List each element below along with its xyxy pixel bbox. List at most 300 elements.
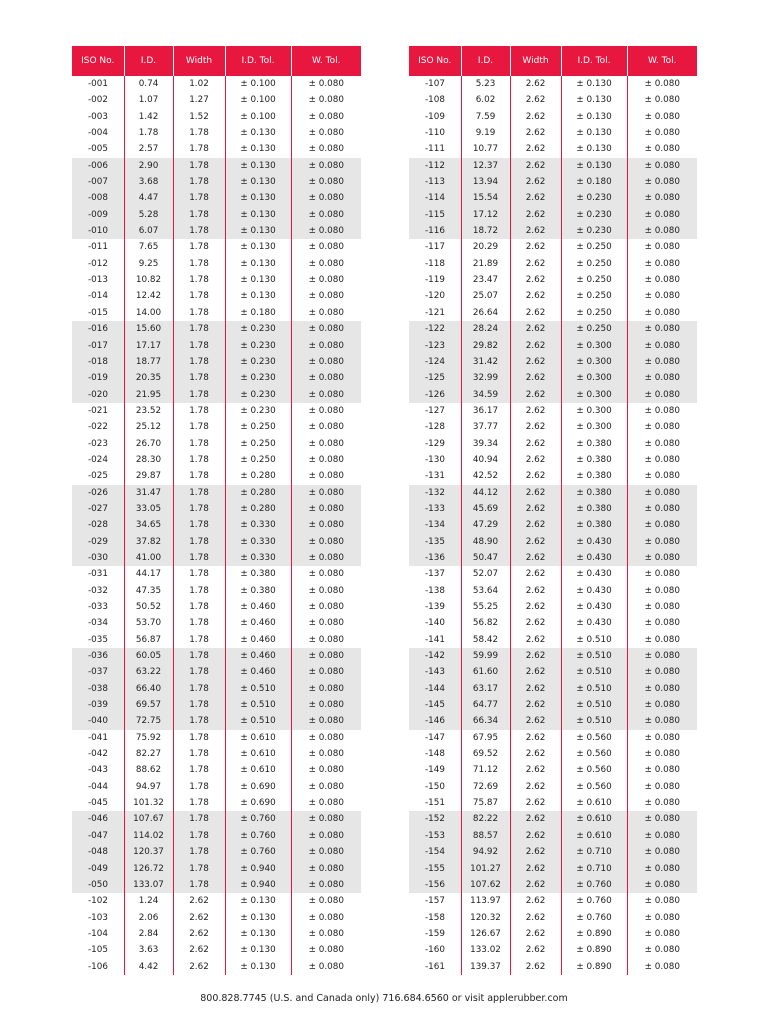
id-cell: 107.62 <box>461 877 510 893</box>
id-cell: 26.70 <box>124 436 173 452</box>
width-cell: 2.62 <box>510 664 561 680</box>
w-tol-cell: ± 0.080 <box>627 370 697 386</box>
w-tol-cell: ± 0.080 <box>291 861 361 877</box>
w-tol-cell: ± 0.080 <box>627 583 697 599</box>
table-row <box>409 321 697 337</box>
w-tol-cell: ± 0.080 <box>291 321 361 337</box>
iso-no-cell: -153 <box>409 828 461 844</box>
width-cell: 2.62 <box>510 910 561 926</box>
id-cell: 61.60 <box>461 664 510 680</box>
header-iso-no: ISO No. <box>409 46 461 76</box>
table-row <box>72 615 361 631</box>
id-cell: 50.47 <box>461 550 510 566</box>
w-tol-cell: ± 0.080 <box>291 76 361 92</box>
id-tol-cell: ± 0.230 <box>225 370 291 386</box>
width-cell: 1.78 <box>173 387 225 403</box>
iso-no-cell: -026 <box>72 485 124 501</box>
id-cell: 29.87 <box>124 468 173 484</box>
table-row <box>409 583 697 599</box>
id-tol-cell: ± 0.230 <box>561 223 627 239</box>
iso-no-cell: -027 <box>72 501 124 517</box>
table-header-row <box>72 46 361 76</box>
id-cell: 75.87 <box>461 795 510 811</box>
iso-no-cell: -011 <box>88 242 108 253</box>
id-tol-cell: ± 0.380 <box>561 501 627 517</box>
width-cell: 2.62 <box>173 910 225 926</box>
w-tol-cell: ± 0.080 <box>291 109 361 125</box>
width-cell: 2.62 <box>510 190 561 206</box>
id-tol-cell: ± 0.300 <box>561 419 627 435</box>
width-cell: 2.62 <box>510 109 561 125</box>
width-cell: 1.78 <box>173 485 225 501</box>
iso-no-cell: -144 <box>409 681 461 697</box>
iso-no-cell: -006 <box>72 158 124 174</box>
width-cell: 2.62 <box>510 272 561 288</box>
table-row <box>72 321 361 337</box>
w-tol-cell: ± 0.080 <box>627 599 697 615</box>
id-tol-cell: ± 0.100 <box>225 76 291 92</box>
w-tol-cell: ± 0.080 <box>627 648 697 664</box>
w-tol-cell: ± 0.080 <box>291 419 361 435</box>
id-cell: 88.62 <box>124 762 173 778</box>
id-cell: 37.82 <box>124 534 173 550</box>
id-tol-cell: ± 0.760 <box>225 844 291 860</box>
w-tol-cell: ± 0.080 <box>627 615 697 631</box>
width-cell: 2.62 <box>173 942 225 958</box>
id-cell: 4.42 <box>124 959 173 975</box>
header-id-tol: I.D. Tol. <box>561 46 627 76</box>
w-tol-cell: ± 0.080 <box>627 501 697 517</box>
width-cell: 1.78 <box>173 632 225 648</box>
id-cell: 101.27 <box>461 861 510 877</box>
w-tol-cell: ± 0.080 <box>291 746 361 762</box>
width-cell: 2.62 <box>510 517 561 533</box>
id-tol-cell: ± 0.430 <box>561 599 627 615</box>
id-tol-cell: ± 0.330 <box>225 517 291 533</box>
iso-no-cell: -113 <box>409 174 461 190</box>
iso-no-cell: -103 <box>88 912 108 923</box>
width-cell: 1.78 <box>173 338 225 354</box>
table-row <box>72 387 361 403</box>
width-cell: 1.78 <box>173 403 225 419</box>
id-tol-cell: ± 0.610 <box>225 762 291 778</box>
width-cell: 1.78 <box>173 697 225 713</box>
iso-no-cell: -132 <box>409 485 461 501</box>
width-cell: 1.78 <box>173 354 225 370</box>
table-row <box>72 158 361 174</box>
table-row <box>72 288 361 304</box>
contact-footer[interactable]: 800.828.7745 (U.S. and Canada only) 716.684.6560 or visit applerubber.com <box>200 993 568 1004</box>
width-cell: 1.78 <box>173 713 225 729</box>
table-row <box>409 566 697 582</box>
iso-no-cell: -152 <box>409 811 461 827</box>
id-cell: 53.70 <box>124 615 173 631</box>
iso-no-cell: -047 <box>72 828 124 844</box>
id-tol-cell: ± 0.250 <box>561 288 627 304</box>
table-row <box>409 664 697 680</box>
iso-no-cell: -118 <box>425 258 445 269</box>
id-cell: 25.07 <box>461 288 510 304</box>
header-id-tol: I.D. Tol. <box>225 46 291 76</box>
iso-no-cell: -050 <box>72 877 124 893</box>
id-tol-cell: ± 0.430 <box>561 615 627 631</box>
width-cell: 1.78 <box>173 795 225 811</box>
id-cell: 66.34 <box>461 713 510 729</box>
id-tol-cell: ± 0.610 <box>225 746 291 762</box>
iso-no-cell: -120 <box>425 291 445 302</box>
id-cell: 113.97 <box>461 893 510 909</box>
width-cell: 2.62 <box>510 436 561 452</box>
w-tol-cell: ± 0.080 <box>627 436 697 452</box>
table-row <box>409 615 697 631</box>
iso-no-cell: -154 <box>409 844 461 860</box>
width-cell: 2.62 <box>510 92 561 108</box>
id-cell: 33.05 <box>124 501 173 517</box>
w-tol-cell: ± 0.080 <box>291 664 361 680</box>
id-cell: 59.99 <box>461 648 510 664</box>
id-tol-cell: ± 0.560 <box>561 730 627 746</box>
id-cell: 31.47 <box>124 485 173 501</box>
w-tol-cell: ± 0.080 <box>627 125 697 141</box>
w-tol-cell: ± 0.080 <box>291 517 361 533</box>
id-cell: 120.37 <box>124 844 173 860</box>
id-cell: 71.12 <box>461 762 510 778</box>
id-cell: 133.02 <box>461 942 510 958</box>
iso-no-cell: -019 <box>72 370 124 386</box>
oring-size-table-right <box>409 46 697 975</box>
id-tol-cell: ± 0.560 <box>561 746 627 762</box>
w-tol-cell: ± 0.080 <box>291 338 361 354</box>
id-tol-cell: ± 0.280 <box>225 501 291 517</box>
id-cell: 2.06 <box>124 910 173 926</box>
id-tol-cell: ± 0.460 <box>225 599 291 615</box>
width-cell: 2.62 <box>510 599 561 615</box>
id-tol-cell: ± 0.760 <box>225 828 291 844</box>
id-cell: 56.87 <box>124 632 173 648</box>
iso-no-cell: -016 <box>72 321 124 337</box>
table-row <box>409 419 697 435</box>
w-tol-cell: ± 0.080 <box>291 811 361 827</box>
iso-no-cell: -131 <box>425 471 445 482</box>
id-tol-cell: ± 0.760 <box>561 910 627 926</box>
id-tol-cell: ± 0.130 <box>225 910 291 926</box>
table-row <box>72 648 361 664</box>
table-row <box>72 256 361 272</box>
iso-no-cell: -148 <box>425 749 445 760</box>
table-row <box>409 403 697 419</box>
width-cell: 2.62 <box>510 387 561 403</box>
header-width: Width <box>510 46 561 76</box>
id-tol-cell: ± 0.510 <box>561 632 627 648</box>
w-tol-cell: ± 0.080 <box>291 713 361 729</box>
width-cell: 2.62 <box>510 321 561 337</box>
w-tol-cell: ± 0.080 <box>627 697 697 713</box>
header-w-tol: W. Tol. <box>627 46 697 76</box>
width-cell: 2.62 <box>510 583 561 599</box>
w-tol-cell: ± 0.080 <box>627 681 697 697</box>
id-cell: 17.12 <box>461 207 510 223</box>
iso-no-cell: -124 <box>409 354 461 370</box>
id-cell: 14.00 <box>124 305 173 321</box>
iso-no-cell: -145 <box>409 697 461 713</box>
table-row <box>72 844 361 860</box>
width-cell: 2.62 <box>510 468 561 484</box>
id-cell: 63.22 <box>124 664 173 680</box>
table-row <box>72 338 361 354</box>
table-row <box>72 779 361 795</box>
w-tol-cell: ± 0.080 <box>291 272 361 288</box>
width-cell: 1.78 <box>173 746 225 762</box>
id-tol-cell: ± 0.380 <box>561 517 627 533</box>
w-tol-cell: ± 0.080 <box>627 566 697 582</box>
width-cell: 1.78 <box>173 861 225 877</box>
header-iso-no: ISO No. <box>72 46 124 76</box>
iso-no-cell: -038 <box>72 681 124 697</box>
width-cell: 1.78 <box>173 550 225 566</box>
id-cell: 6.02 <box>461 92 510 108</box>
iso-no-cell: -028 <box>72 517 124 533</box>
w-tol-cell: ± 0.080 <box>627 223 697 239</box>
id-cell: 36.17 <box>461 403 510 419</box>
w-tol-cell: ± 0.080 <box>291 534 361 550</box>
w-tol-cell: ± 0.080 <box>291 926 361 942</box>
table-row <box>409 468 697 484</box>
w-tol-cell: ± 0.080 <box>627 713 697 729</box>
width-cell: 1.78 <box>173 158 225 174</box>
iso-no-cell: -007 <box>72 174 124 190</box>
w-tol-cell: ± 0.080 <box>291 354 361 370</box>
table-row <box>409 942 697 958</box>
w-tol-cell: ± 0.080 <box>291 452 361 468</box>
width-cell: 2.62 <box>510 370 561 386</box>
w-tol-cell: ± 0.080 <box>627 877 697 893</box>
iso-no-cell: -151 <box>425 798 445 809</box>
iso-no-cell: -107 <box>425 79 445 89</box>
table-row <box>72 485 361 501</box>
w-tol-cell: ± 0.080 <box>627 730 697 746</box>
w-tol-cell: ± 0.080 <box>291 436 361 452</box>
width-cell: 2.62 <box>510 256 561 272</box>
w-tol-cell: ± 0.080 <box>291 828 361 844</box>
id-cell: 88.57 <box>461 828 510 844</box>
iso-no-cell: -122 <box>409 321 461 337</box>
w-tol-cell: ± 0.080 <box>627 468 697 484</box>
width-cell: 1.78 <box>173 828 225 844</box>
iso-no-cell: -143 <box>409 664 461 680</box>
id-tol-cell: ± 0.510 <box>561 697 627 713</box>
iso-no-cell: -121 <box>425 307 445 318</box>
table-row <box>409 795 697 811</box>
iso-no-cell: -126 <box>409 387 461 403</box>
id-cell: 139.37 <box>461 959 510 975</box>
id-cell: 34.59 <box>461 387 510 403</box>
id-tol-cell: ± 0.380 <box>225 583 291 599</box>
id-cell: 60.05 <box>124 648 173 664</box>
iso-no-cell: -119 <box>425 275 445 286</box>
iso-no-cell: -116 <box>409 223 461 239</box>
table-row <box>409 877 697 893</box>
w-tol-cell: ± 0.080 <box>291 190 361 206</box>
id-tol-cell: ± 0.250 <box>225 436 291 452</box>
iso-no-cell: -022 <box>88 422 108 433</box>
w-tol-cell: ± 0.080 <box>291 550 361 566</box>
id-cell: 28.30 <box>124 452 173 468</box>
id-tol-cell: ± 0.130 <box>225 158 291 174</box>
table-row <box>409 92 697 108</box>
iso-no-cell: -140 <box>425 618 445 629</box>
id-cell: 15.60 <box>124 321 173 337</box>
id-cell: 1.42 <box>124 109 173 125</box>
table-row <box>72 566 361 582</box>
w-tol-cell: ± 0.080 <box>291 370 361 386</box>
iso-no-cell: -012 <box>88 258 108 269</box>
width-cell: 2.62 <box>510 354 561 370</box>
iso-no-cell: -005 <box>88 144 108 155</box>
w-tol-cell: ± 0.080 <box>291 239 361 255</box>
width-cell: 1.78 <box>173 452 225 468</box>
w-tol-cell: ± 0.080 <box>627 452 697 468</box>
id-tol-cell: ± 0.180 <box>561 174 627 190</box>
id-cell: 72.75 <box>124 713 173 729</box>
iso-no-cell: -009 <box>72 207 124 223</box>
table-row <box>409 305 697 321</box>
w-tol-cell: ± 0.080 <box>627 517 697 533</box>
iso-no-cell: -042 <box>88 749 108 760</box>
id-cell: 25.12 <box>124 419 173 435</box>
id-cell: 1.24 <box>124 893 173 909</box>
id-tol-cell: ± 0.130 <box>225 926 291 942</box>
width-cell: 2.62 <box>510 877 561 893</box>
w-tol-cell: ± 0.080 <box>291 632 361 648</box>
id-tol-cell: ± 0.330 <box>225 550 291 566</box>
iso-no-cell: -014 <box>88 291 108 302</box>
table-row <box>409 501 697 517</box>
id-tol-cell: ± 0.130 <box>561 92 627 108</box>
id-tol-cell: ± 0.250 <box>225 419 291 435</box>
id-tol-cell: ± 0.130 <box>225 125 291 141</box>
id-tol-cell: ± 0.430 <box>561 534 627 550</box>
iso-no-cell: -114 <box>409 190 461 206</box>
w-tol-cell: ± 0.080 <box>627 746 697 762</box>
width-cell: 1.78 <box>173 239 225 255</box>
id-tol-cell: ± 0.430 <box>561 583 627 599</box>
iso-no-cell: -043 <box>88 765 108 776</box>
table-row <box>72 272 361 288</box>
id-cell: 55.25 <box>461 599 510 615</box>
id-tol-cell: ± 0.130 <box>225 207 291 223</box>
iso-no-cell: -039 <box>72 697 124 713</box>
id-cell: 3.63 <box>124 942 173 958</box>
width-cell: 2.62 <box>510 762 561 778</box>
iso-no-cell: -158 <box>425 912 445 923</box>
id-tol-cell: ± 0.300 <box>561 354 627 370</box>
width-cell: 2.62 <box>510 534 561 550</box>
w-tol-cell: ± 0.080 <box>627 288 697 304</box>
width-cell: 1.78 <box>173 272 225 288</box>
id-tol-cell: ± 0.130 <box>561 158 627 174</box>
iso-no-cell: -110 <box>425 128 445 139</box>
iso-no-cell: -108 <box>425 95 445 106</box>
table-row <box>72 223 361 239</box>
table-row <box>409 76 697 92</box>
table-row <box>72 550 361 566</box>
w-tol-cell: ± 0.080 <box>627 403 697 419</box>
id-tol-cell: ± 0.300 <box>561 370 627 386</box>
iso-no-cell: -127 <box>425 405 445 416</box>
iso-no-cell: -029 <box>72 534 124 550</box>
id-tol-cell: ± 0.760 <box>561 893 627 909</box>
id-tol-cell: ± 0.130 <box>225 256 291 272</box>
table-row <box>409 485 697 501</box>
table-row <box>409 207 697 223</box>
id-tol-cell: ± 0.300 <box>561 338 627 354</box>
id-cell: 23.47 <box>461 272 510 288</box>
id-cell: 48.90 <box>461 534 510 550</box>
w-tol-cell: ± 0.080 <box>627 109 697 125</box>
w-tol-cell: ± 0.080 <box>291 158 361 174</box>
w-tol-cell: ± 0.080 <box>627 272 697 288</box>
id-tol-cell: ± 0.380 <box>561 436 627 452</box>
w-tol-cell: ± 0.080 <box>627 926 697 942</box>
w-tol-cell: ± 0.080 <box>627 256 697 272</box>
id-cell: 41.00 <box>124 550 173 566</box>
id-tol-cell: ± 0.230 <box>225 354 291 370</box>
iso-no-cell: -160 <box>425 945 445 956</box>
width-cell: 1.78 <box>173 762 225 778</box>
iso-no-cell: -104 <box>88 928 108 939</box>
iso-no-cell: -020 <box>72 387 124 403</box>
table-row <box>72 239 361 255</box>
id-tol-cell: ± 0.940 <box>225 877 291 893</box>
table-row <box>72 730 361 746</box>
id-cell: 5.28 <box>124 207 173 223</box>
width-cell: 1.78 <box>173 501 225 517</box>
id-cell: 2.90 <box>124 158 173 174</box>
w-tol-cell: ± 0.080 <box>291 223 361 239</box>
w-tol-cell: ± 0.080 <box>291 125 361 141</box>
id-tol-cell: ± 0.890 <box>561 959 627 975</box>
width-cell: 2.62 <box>510 452 561 468</box>
id-cell: 64.77 <box>461 697 510 713</box>
table-row <box>72 713 361 729</box>
iso-no-cell: -135 <box>409 534 461 550</box>
id-tol-cell: ± 0.380 <box>561 452 627 468</box>
width-cell: 2.62 <box>510 288 561 304</box>
id-cell: 2.57 <box>124 141 173 157</box>
width-cell: 2.62 <box>510 730 561 746</box>
id-tol-cell: ± 0.610 <box>225 730 291 746</box>
table-row <box>409 762 697 778</box>
width-cell: 2.62 <box>510 501 561 517</box>
w-tol-cell: ± 0.080 <box>291 141 361 157</box>
table-row <box>72 746 361 762</box>
id-tol-cell: ± 0.460 <box>225 648 291 664</box>
id-tol-cell: ± 0.130 <box>225 174 291 190</box>
w-tol-cell: ± 0.080 <box>627 632 697 648</box>
w-tol-cell: ± 0.080 <box>627 762 697 778</box>
width-cell: 2.62 <box>510 779 561 795</box>
id-tol-cell: ± 0.130 <box>225 223 291 239</box>
table-row <box>409 681 697 697</box>
table-row <box>409 370 697 386</box>
w-tol-cell: ± 0.080 <box>291 583 361 599</box>
width-cell: 2.62 <box>510 550 561 566</box>
id-tol-cell: ± 0.460 <box>225 632 291 648</box>
table-row <box>409 811 697 827</box>
iso-no-cell: -111 <box>425 144 445 155</box>
id-cell: 47.29 <box>461 517 510 533</box>
id-tol-cell: ± 0.130 <box>225 190 291 206</box>
